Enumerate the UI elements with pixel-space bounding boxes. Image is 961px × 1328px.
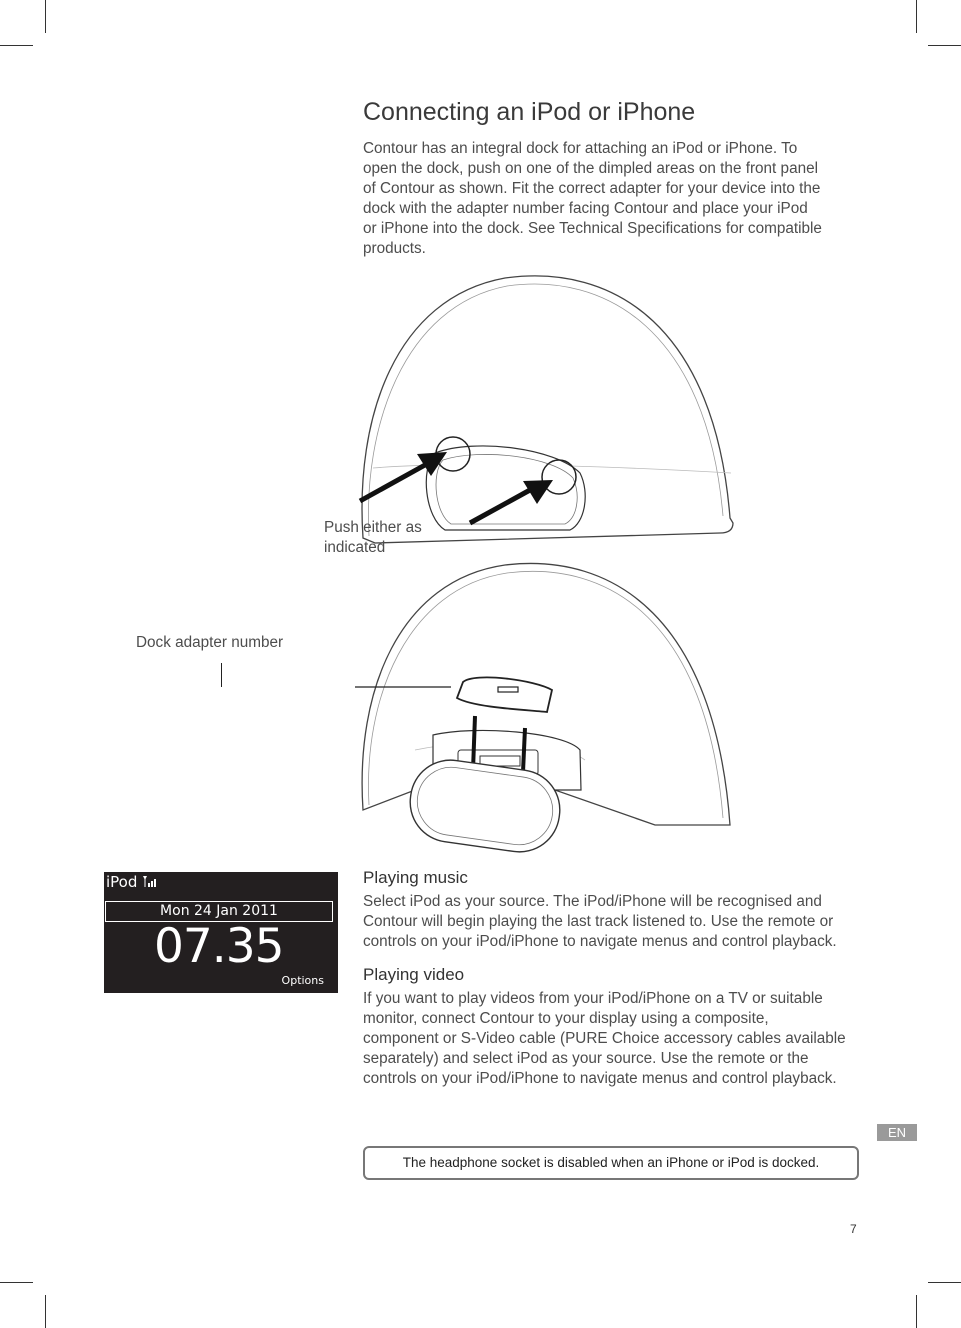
- text-line: Select iPod as your source. The iPod/iPhone will be recognised and: [363, 893, 822, 910]
- date-readout: Mon 24 Jan 2011: [105, 901, 333, 922]
- source-text: iPod: [106, 873, 138, 891]
- callout-line: indicated: [324, 539, 386, 556]
- text-line: open the dock, push on one of the dimpled areas on the front panel: [363, 160, 818, 177]
- text-line: controls on your iPod/iPhone to navigate menus and control playback.: [363, 1070, 837, 1087]
- text-line: component or S-Video cable (PURE Choice accessory cables available: [363, 1030, 846, 1047]
- dock-adapter-callout: Dock adapter number: [136, 634, 284, 651]
- section-title-music: Playing music: [363, 868, 468, 887]
- intro-paragraph: [363, 139, 822, 259]
- dock-closed-illustration: [355, 268, 745, 548]
- crop-mark: [45, 0, 46, 33]
- language-tab: EN: [877, 1124, 917, 1141]
- text-line: Contour has an integral dock for attaching an iPod or iPhone. To: [363, 140, 798, 157]
- text-line: separately) and select iPod as your source. Use the remote or the: [363, 1050, 809, 1067]
- lcd-display: [104, 872, 338, 993]
- music-paragraph: [363, 892, 837, 952]
- crop-mark: [0, 45, 33, 46]
- text-line: or iPhone into the dock. See Technical Specifications for compatible: [363, 220, 822, 237]
- time-readout: 07.35: [154, 919, 284, 974]
- source-label: [106, 873, 158, 891]
- text-line: dock with the adapter number facing Contour and place your iPod: [363, 200, 808, 217]
- leader-line: [221, 663, 222, 687]
- signal-icon: [142, 874, 158, 888]
- crop-mark: [0, 1282, 33, 1283]
- options-label: Options: [281, 974, 324, 987]
- text-line: If you want to play videos from your iPod/iPhone on a TV or suitable: [363, 990, 823, 1007]
- crop-mark: [928, 45, 961, 46]
- crop-mark: [916, 0, 917, 33]
- push-callout: [324, 518, 422, 558]
- video-paragraph: [363, 989, 846, 1089]
- text-line: of Contour as shown. Fit the correct adapter for your device into the: [363, 180, 821, 197]
- crop-mark: [45, 1295, 46, 1328]
- text-line: controls on your iPod/iPhone to navigate menus and control playback.: [363, 933, 837, 950]
- crop-mark: [916, 1295, 917, 1328]
- page-title: Connecting an iPod or iPhone: [363, 98, 696, 126]
- text-line: products.: [363, 240, 426, 257]
- callout-line: Push either as: [324, 519, 422, 536]
- text-line: monitor, connect Contour to your display using a composite,: [363, 1010, 769, 1027]
- note-box: The headphone socket is disabled when an iPhone or iPod is docked.: [363, 1146, 859, 1180]
- section-title-video: Playing video: [363, 965, 465, 984]
- text-line: Contour will begin playing the last track listened to. Use the remote or: [363, 913, 834, 930]
- page-number: 7: [850, 1222, 857, 1236]
- dock-open-illustration: [355, 560, 745, 855]
- crop-mark: [928, 1282, 961, 1283]
